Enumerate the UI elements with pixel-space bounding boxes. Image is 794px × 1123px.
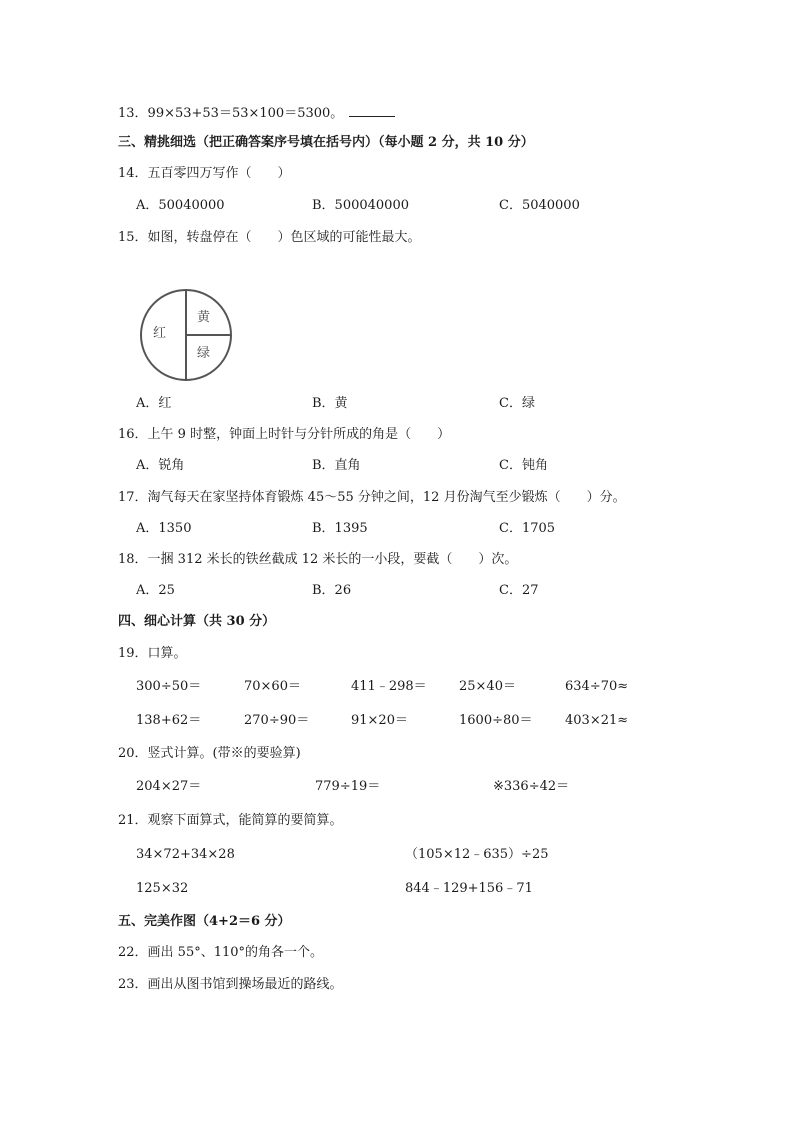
q16-option-c[interactable]: C．钝角 [499,458,548,473]
q19-r2-c2: 270÷90＝ [244,713,310,728]
q19-r1-c4: 25×40＝ [459,679,516,694]
q18-option-b[interactable]: B．26 [312,583,352,598]
q20-text: 20．竖式计算。(带※的要验算) [118,746,301,761]
q19-r1-c2: 70×60＝ [244,679,301,694]
q17-option-c[interactable]: C．1705 [499,521,556,536]
q17-option-a[interactable]: A．1350 [136,521,192,536]
spinner-label-yellow: 黄 [197,310,211,325]
q20-item-2: 779÷19＝ [315,779,381,794]
q23-text: 23．画出从图书馆到操场最近的路线。 [118,977,343,992]
q21-item-1: 34×72+34×28 [136,847,235,862]
q13-statement: 13．99×53+53＝53×100＝5300。 [118,106,344,121]
q19-r2-c5: 403×21≈ [565,713,629,728]
q16-option-a[interactable]: A．锐角 [136,458,185,473]
q21-item-2: （105×12﹣635）÷25 [405,847,549,862]
q21-item-3: 125×32 [136,881,189,896]
spinner-label-red: 红 [153,326,167,341]
spinner-diagram [133,285,243,385]
section5-title: 五、完美作图（4+2＝6 分） [118,914,291,929]
q17-text: 17．淘气每天在家坚持体育锻炼 45～55 分钟之间，12 月份淘气至少锻炼（ ）分。 [118,490,626,505]
q19-text: 19．口算。 [118,646,187,661]
q19-r1-c5: 634÷70≈ [565,679,629,694]
q13-answer-blank[interactable] [349,104,395,117]
q16-text: 16．上午 9 时整，钟面上时针与分针所成的角是（ ） [118,427,451,442]
q22-text: 22．画出 55°、110°的角各一个。 [118,945,324,960]
q15-option-b[interactable]: B．黄 [312,396,348,411]
q21-item-4: 844﹣129+156﹣71 [405,881,533,896]
q19-r2-c3: 91×20＝ [351,713,408,728]
q14-text: 14．五百零四万写作（ ） [118,166,291,181]
q19-r1-c1: 300÷50＝ [136,679,202,694]
q21-text: 21．观察下面算式，能简算的要简算。 [118,813,343,828]
q15-text: 15．如图，转盘停在（ ）色区域的可能性最大。 [118,230,421,245]
q20-item-1: 204×27＝ [136,779,202,794]
section3-title: 三、精挑细选（把正确答案序号填在括号内）（每小题 2 分，共 10 分） [118,135,534,150]
q19-r2-c4: 1600÷80＝ [459,713,533,728]
q20-item-3: ※336÷42＝ [493,779,570,794]
q17-option-b[interactable]: B．1395 [312,521,368,536]
q19-r1-c3: 411﹣298＝ [351,679,427,694]
q15-option-a[interactable]: A．红 [136,396,172,411]
section4-title: 四、细心计算（共 30 分） [118,614,276,629]
q19-r2-c1: 138+62＝ [136,713,202,728]
spinner-label-green: 绿 [197,346,211,361]
q18-text: 18．一捆 312 米长的铁丝截成 12 米长的一小段，要截（ ）次。 [118,552,518,567]
q15-option-c[interactable]: C．绿 [499,396,535,411]
q14-option-c[interactable]: C．5040000 [499,198,580,213]
q16-option-b[interactable]: B．直角 [312,458,361,473]
q13-text [118,104,395,123]
q18-option-a[interactable]: A．25 [136,583,175,598]
q18-option-c[interactable]: C．27 [499,583,539,598]
q14-option-b[interactable]: B．500040000 [312,198,409,213]
q14-option-a[interactable]: A．50040000 [136,198,225,213]
